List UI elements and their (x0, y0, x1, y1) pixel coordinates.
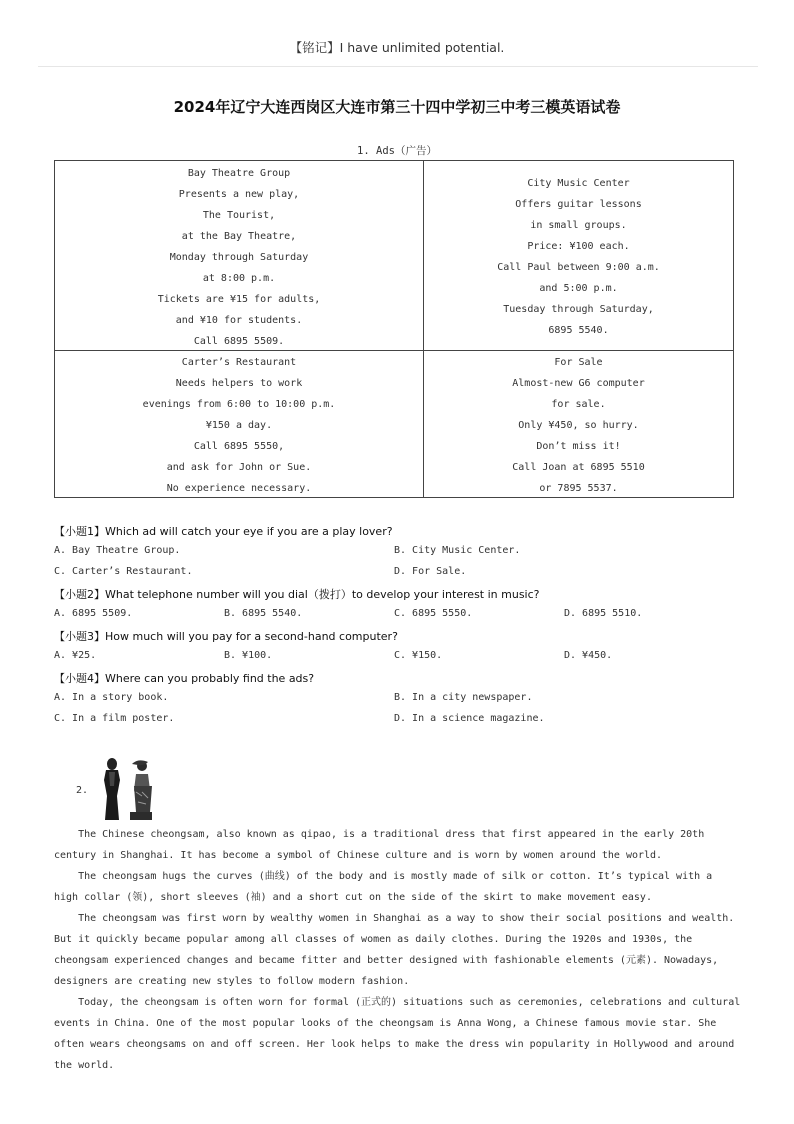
paragraph-line: The Chinese cheongsam, also known as qipao, is a traditional dress that first appeared in the early 20th (54, 829, 705, 840)
ad-carters-restaurant (55, 351, 424, 497)
question-1-option-c[interactable]: C. Carter’s Restaurant. (54, 566, 193, 577)
ad-line: and ask for John or Sue. (166, 462, 312, 473)
ad-line: Call 6895 5509. (193, 336, 285, 347)
paragraph-line: Today, the cheongsam is often worn for formal (正式的) situations such as ceremonies, celebrations and cultural (54, 997, 741, 1008)
ad-line: Tickets are ¥15 for adults, (157, 294, 321, 305)
ad-bay-theatre (55, 161, 424, 351)
question-2-stem: 【小题2】What telephone number will you dial（拨打）to develop your interest in music? (54, 588, 540, 601)
ad-line: Only ¥450, so hurry. (518, 420, 639, 431)
question-3-option-b[interactable]: B. ¥100. (224, 650, 273, 661)
ad-line: Price: ¥100 each. (527, 241, 630, 252)
ad-line: No experience necessary. (166, 483, 312, 494)
ad-line: Monday through Saturday (169, 252, 309, 263)
section-2-number: 2. (76, 785, 89, 796)
question-1-option-b[interactable]: B. City Music Center. (394, 545, 521, 556)
question-3-option-c[interactable]: C. ¥150. (394, 650, 443, 661)
ad-line: Presents a new play, (178, 189, 300, 200)
ad-line: For Sale (554, 357, 603, 368)
question-4-option-c[interactable]: C. In a film poster. (54, 713, 175, 724)
ad-line: Almost-new G6 computer (512, 378, 645, 389)
paragraph-4 (54, 992, 744, 1076)
question-2-option-b[interactable]: B. 6895 5540. (224, 608, 303, 619)
ad-line: The Tourist, (202, 210, 276, 221)
ad-line: Tuesday through Saturday, (503, 304, 654, 315)
ad-line: Call Paul between 9:00 a.m. (497, 262, 660, 273)
question-1-stem: 【小题1】Which ad will catch your eye if you are a play lover? (54, 525, 393, 538)
ad-line: evenings from 6:00 to 10:00 p.m. (142, 399, 336, 410)
ad-line: Offers guitar lessons (515, 199, 642, 210)
paragraph-line: high collar (领), short sleeves (袖) and a short cut on the side of the skirt to make movement easy. (54, 892, 652, 903)
paragraph-1 (54, 824, 744, 866)
ad-line: in small groups. (530, 220, 627, 231)
ad-line: Call 6895 5550, (193, 441, 285, 452)
cheongsam-illustration-icon (98, 756, 156, 822)
question-4-stem: 【小题4】Where can you probably find the ads? (54, 672, 315, 685)
paragraph-line: But it quickly became popular among all classes of women as daily clothes. During the 1920s and 1930s, the (54, 934, 693, 945)
question-3-option-d[interactable]: D. ¥450. (564, 650, 613, 661)
ad-line: Needs helpers to work (175, 378, 303, 389)
paragraph-line: designers are creating new styles to follow modern fashion. (54, 976, 410, 987)
ad-line: and ¥10 for students. (175, 315, 303, 326)
question-2-option-c[interactable]: C. 6895 5550. (394, 608, 473, 619)
section-1-label: 1. Ads（广告） (357, 145, 437, 157)
ad-line: ¥150 a day. (205, 420, 273, 431)
question-2-option-a[interactable]: A. 6895 5509. (54, 608, 133, 619)
ad-for-sale (424, 351, 733, 497)
question-4-option-a[interactable]: A. In a story book. (54, 692, 169, 703)
question-3-stem: 【小题3】How much will you pay for a second-hand computer? (54, 630, 398, 643)
header-divider (38, 66, 758, 67)
ad-line: 6895 5540. (548, 325, 609, 336)
question-2-option-d[interactable]: D. 6895 5510. (564, 608, 643, 619)
ad-line: City Music Center (527, 178, 630, 189)
paragraph-line: events in China. One of the most popular looks of the cheongsam is Anna Wong, a Chinese famous movie star. She (54, 1018, 717, 1029)
paragraph-line: The cheongsam hugs the curves (曲线) of the body and is mostly made of silk or cotton. It’s typical with a (54, 871, 713, 882)
ad-line: Carter’s Restaurant (181, 357, 297, 368)
ad-line: and 5:00 p.m. (539, 283, 618, 294)
page-header-motto: 【铭记】I have unlimited potential. (289, 40, 505, 55)
paragraph-line: often wears cheongsams on and off screen. Her look helps to make the dress win popularity in Hollywood and around (54, 1039, 735, 1050)
ad-line: at 8:00 p.m. (202, 273, 276, 284)
ad-line: Don’t miss it! (536, 441, 621, 452)
ad-city-music-center (424, 161, 733, 351)
question-3-option-a[interactable]: A. ¥25. (54, 650, 97, 661)
paragraph-line: century in Shanghai. It has become a symbol of Chinese culture and is worn by women around the world. (54, 850, 663, 861)
ad-line: Call Joan at 6895 5510 (512, 462, 645, 473)
paragraph-line: The cheongsam was first worn by wealthy women in Shanghai as a way to show their social positions and wealth. (54, 913, 735, 924)
question-4-option-d[interactable]: D. In a science magazine. (394, 713, 545, 724)
paragraph-3 (54, 908, 744, 992)
paragraph-line: the world. (54, 1060, 115, 1071)
paragraph-line: cheongsam experienced changes and became fitter and better designed with fashionable elements (元素). Nowadays, (54, 955, 719, 966)
ad-line: Bay Theatre Group (187, 168, 291, 179)
exam-title: 2024年辽宁大连西岗区大连市第三十四中学初三中考三模英语试卷 (173, 98, 621, 116)
question-4-option-b[interactable]: B. In a city newspaper. (394, 692, 533, 703)
question-1-option-a[interactable]: A. Bay Theatre Group. (54, 545, 181, 556)
ad-line: for sale. (551, 399, 606, 410)
ads-table (54, 160, 734, 498)
ad-line: at the Bay Theatre, (181, 231, 297, 242)
ad-line: or 7895 5537. (539, 483, 618, 494)
question-1-option-d[interactable]: D. For Sale. (394, 566, 467, 577)
paragraph-2 (54, 866, 744, 908)
